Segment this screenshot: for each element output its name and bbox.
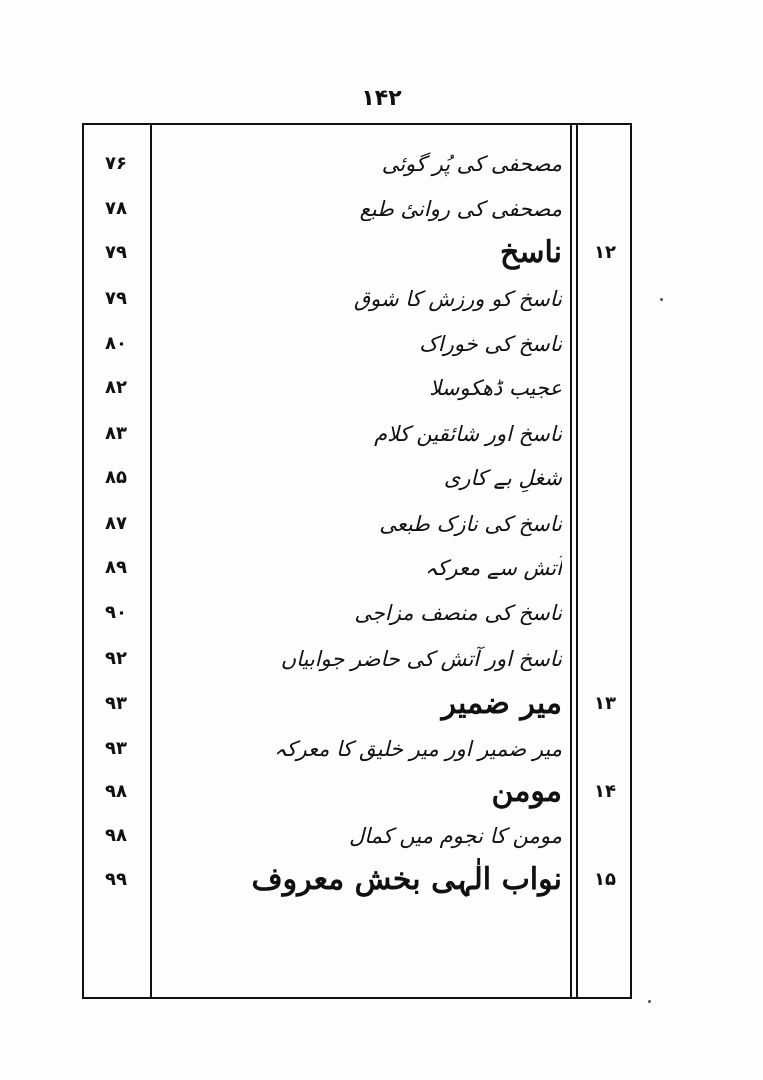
contents-heading-row [84,770,630,814]
section-number: ۱۴ [594,781,616,802]
entry-page-number: ۸۹ [105,557,127,578]
contents-row [84,142,630,186]
contents-heading-row [84,682,630,726]
contents-heading-row [84,231,630,275]
entry-title: شغلِ بے کاری [443,466,562,490]
print-speck [648,1000,651,1003]
section-heading: نواب الٰہی بخش معروف [251,862,562,897]
section-number [578,322,632,366]
entry-title: ناسخ اور آتش کی حاضر جوابیاں [280,647,562,671]
contents-row [84,366,630,410]
entry-page-number: ۹۳ [105,738,127,759]
section-heading: میر ضمیر [441,686,562,721]
entry-page-number: ۷۹ [105,242,127,263]
contents-row [84,412,630,456]
section-number: ۱۳ [594,693,616,714]
entry-title: ناسخ کی خوراک [419,332,562,356]
section-number [578,727,632,771]
section-number [578,366,632,410]
entry-page-number: ۸۲ [105,377,127,398]
entry-page-number: ۷۸ [105,198,127,219]
contents-row [84,727,630,771]
contents-row [84,502,630,546]
contents-row [84,187,630,231]
entry-title: مصحفی کی روانیٔ طبع [359,197,562,221]
print-speck [660,298,663,301]
contents-heading-row [84,858,630,902]
entry-page-number: ۸۵ [105,467,127,488]
entry-page-number: ۷۶ [105,153,127,174]
entry-title: ناسخ اور شائقین کلام [374,422,562,446]
entry-title: عجیب ڈھکوسلا [429,376,562,400]
entry-page-number: ۸۷ [105,513,127,534]
entry-title: ناسخ کی نازک طبعی [379,512,562,536]
contents-row [84,322,630,366]
entry-page-number: ۹۲ [105,648,127,669]
section-number [578,637,632,681]
section-number: ۱۵ [594,869,616,890]
section-heading: ناسخ [500,235,562,270]
section-number [578,187,632,231]
section-number: ۱۲ [594,242,616,263]
section-number [578,814,632,858]
contents-row [84,456,630,500]
section-number [578,502,632,546]
entry-page-number: ۹۹ [105,869,127,890]
entry-title: آتش سے معرکہ [425,556,562,580]
entry-title: مومن کا نجوم میں کمال [348,824,562,848]
entry-title: ناسخ کو ورزش کا شوق [353,287,562,311]
entry-page-number: ۷۹ [105,288,127,309]
section-heading: مومن [491,774,562,809]
contents-row [84,637,630,681]
entry-title: ناسخ کی منصف مزاجی [354,601,562,625]
entry-page-number: ۹۰ [105,602,127,623]
section-number [578,546,632,590]
entry-page-number: ۹۸ [105,781,127,802]
entry-title: مصحفی کی پُر گوئی [381,152,562,176]
entry-page-number: ۹۳ [105,693,127,714]
entry-title: میر ضمیر اور میر خلیق کا معرکہ [274,737,562,761]
section-number [578,412,632,456]
contents-row [84,546,630,590]
page-number: ۱۴۲ [361,86,402,111]
section-number [578,142,632,186]
section-number [578,277,632,321]
contents-row [84,814,630,858]
contents-table [82,123,632,999]
section-number [578,456,632,500]
entry-page-number: ۹۸ [105,825,127,846]
entry-page-number: ۸۰ [105,333,127,354]
contents-row [84,277,630,321]
contents-row [84,591,630,635]
section-number [578,591,632,635]
entry-page-number: ۸۳ [105,423,127,444]
